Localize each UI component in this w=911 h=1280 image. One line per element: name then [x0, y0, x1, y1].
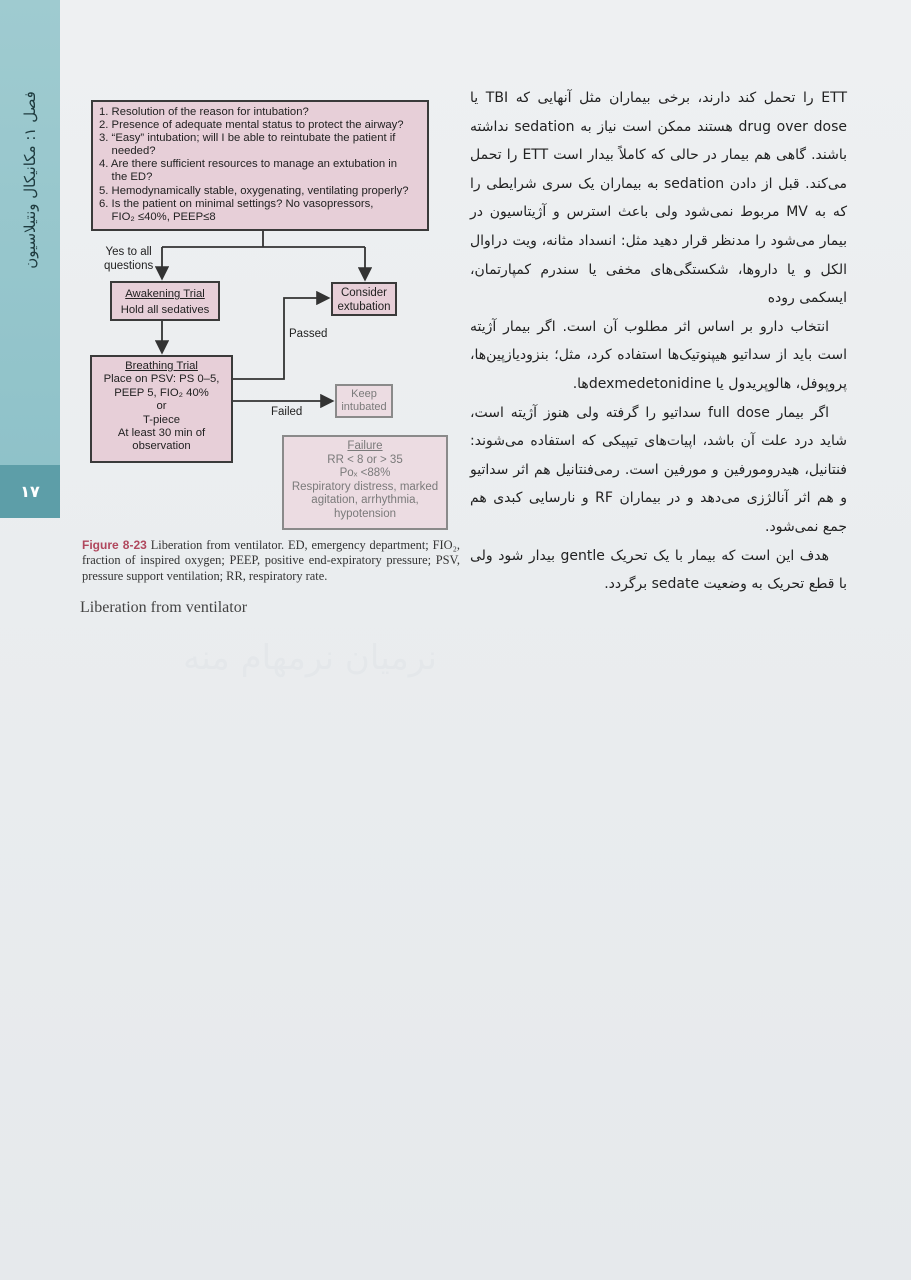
- awakening-body: Hold all sedatives: [120, 304, 210, 316]
- failure-criteria-box: [282, 435, 448, 530]
- failure-line: agitation, arrhythmia,: [311, 494, 419, 507]
- criterion-3: 3. “Easy” intubation; will I be able to reintubate the patient if: [99, 132, 396, 145]
- criterion-6-cont: FIO₂ ≤40%, PEEP≤8: [99, 210, 216, 223]
- awakening-title: Awakening Trial: [125, 288, 205, 300]
- keep-line: Keep: [351, 388, 377, 400]
- breathing-trial-box: [90, 355, 233, 463]
- criteria-box: [91, 100, 429, 231]
- failure-line: Respiratory distress, marked: [291, 480, 439, 493]
- passed-label: Passed: [289, 328, 328, 340]
- page-number: ۱۷: [0, 465, 60, 518]
- awakening-trial-box: [110, 281, 220, 321]
- chapter-title: [8, 80, 52, 280]
- consider-line: Consider: [340, 287, 388, 299]
- yes-label-line: Yes to all: [105, 246, 152, 258]
- failed-label: Failed: [271, 406, 303, 418]
- criterion-6: 6. Is the patient on minimal settings? No vasopressors,: [99, 197, 374, 210]
- criterion-5: 5. Hemodynamically stable, oxygenating, ventilating properly?: [99, 184, 409, 197]
- criterion-3-cont: needed?: [99, 145, 156, 158]
- breathing-line: Place on PSV: PS 0–5,: [103, 373, 220, 386]
- consider-extubation-box: [331, 282, 397, 316]
- figure-label: Figure 8-23: [82, 538, 147, 552]
- keep-intubated-box: [335, 384, 393, 418]
- failure-line: hypotension: [333, 507, 397, 520]
- breathing-line: At least 30 min of: [117, 427, 206, 440]
- paragraph-3: اگر بیمار full dose سداتیو را گرفته ولی هنوز آژیته است، شاید درد علت آن باشد، اپیات‌های تیپیکی که استفاده می‌شوند: فنتانیل، هیدرومورفین و مورفین است. رمی‌فنتانیل هم اثر سداتیو و هم اثر آنالژزی می‌دهد و در بیماران RF و نارسایی کبدی هم جمع نمی‌شود.: [470, 404, 847, 535]
- breathing-line: or: [156, 400, 167, 413]
- paragraph-4: هدف این است که بیمار با یک تحریک gentle بیدار شود ولی با قطع تحریک به وضعیت sedate برگردد.: [470, 547, 847, 593]
- criterion-1: 1. Resolution of the reason for intubation?: [99, 106, 309, 118]
- persian-body-text: [470, 84, 847, 599]
- yes-label: [104, 246, 153, 273]
- breathing-title: Breathing Trial: [125, 360, 198, 372]
- chapter-tab: [0, 0, 60, 465]
- bleed-through-text: نرمیان نرمهام منه: [183, 638, 437, 678]
- breathing-line: PEEP 5, FIO₂ 40%: [114, 386, 209, 399]
- breathing-line: observation: [132, 440, 191, 453]
- criterion-4: 4. Are there sufficient resources to manage an extubation in: [99, 158, 398, 171]
- criterion-2: 2. Presence of adequate mental status to protect the airway?: [99, 119, 404, 132]
- failure-line: Poₓ <88%: [339, 467, 391, 480]
- caption-text: Liberation from ventilator. ED, emergency department; FIO₂, fraction of inspired oxygen; PEEP, positive end-expiratory pressure; PSV, pressure support ventilation; RR, respiratory rate.: [82, 538, 460, 583]
- failure-title: Failure: [347, 440, 383, 452]
- chapter-title-text: فصل ۱: مکانیکال ونتیلاسیون: [21, 91, 39, 269]
- paragraph-2: انتخاب دارو بر اساس اثر مطلوب آن است. اگر بیمار آژیته است باید از سداتیو هیپنوتیک‌ها استفاده کرد، مثل؛ بنزودیازپین‌ها، پروپوفل، هالوپریدول یا dexmedetonidineها.: [470, 318, 847, 392]
- section-subtitle: Liberation from ventilator: [80, 599, 248, 616]
- failure-line: RR < 8 or > 35: [327, 453, 403, 466]
- keep-line: intubated: [341, 401, 387, 413]
- figure-caption: [82, 538, 460, 584]
- breathing-line: T-piece: [142, 413, 181, 426]
- paragraph-1: ETT را تحمل کند دارند، برخی بیماران مثل آنهایی که TBI یا drug over dose هستند ممکن است نیاز به sedation نداشته باشند. گاهی هم بیمار در حالی که کاملاً بیدار است ETT را تحمل می‌کند. قبل از دادن sedation به بیماران یک سری شرایطی را که به MV مربوط نمی‌شود ولی باعث استرس و آژیتاسیون در بیمار می‌شود را مدنظر قرار دهید مثل: انسداد مثانه، ویت دراوال الکل و یا داروها، شکستگی‌های مخفی یا سندرم کمپارتمان، ایسکمی روده: [470, 90, 848, 307]
- criterion-4-cont: the ED?: [99, 171, 153, 184]
- consider-line: extubation: [337, 301, 391, 313]
- flowchart: [80, 95, 460, 540]
- yes-label-line: questions: [104, 259, 154, 272]
